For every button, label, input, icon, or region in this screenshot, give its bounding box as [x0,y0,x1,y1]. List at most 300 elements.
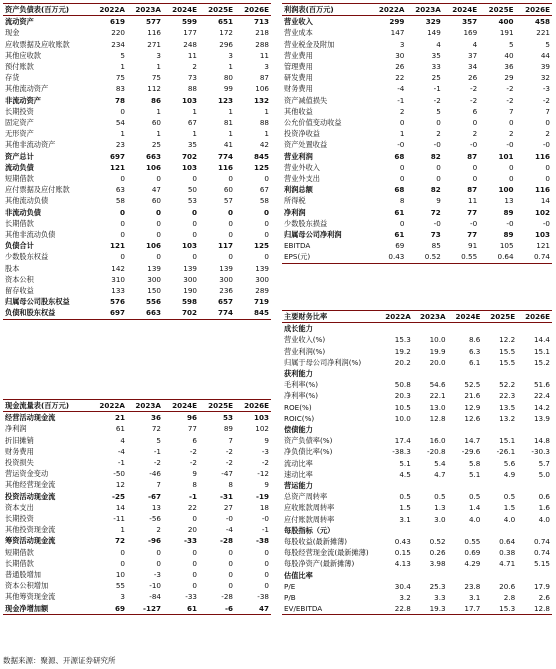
row-label: 资产负债率(%) [284,436,333,446]
cell-value: 106 [255,84,269,94]
cell-value: 8 [192,480,197,490]
cell-value: 54.6 [429,380,446,390]
cell-value [413,570,448,581]
row-label: ROIC(%) [284,413,315,423]
table-row [3,468,271,479]
cell-value: 0 [192,547,197,557]
table-row [3,307,271,319]
cell-value: -2 [261,458,269,468]
cell-value: 149 [427,28,441,38]
cell-value [413,480,448,491]
cell-value: -0 [542,218,550,228]
cell-value: 5 [156,435,161,445]
cell-value: 310 [111,274,125,284]
cell-value: 236 [219,286,233,296]
cell-value: 0.74 [533,252,550,262]
cell-value: 19.9 [429,346,446,356]
cell-value: 5.4 [434,458,446,468]
cell-value: 17.4 [394,436,411,446]
cell-value: 3.98 [429,559,446,569]
row-label: 资本公积增加 [5,581,49,591]
table-row [282,323,552,335]
table-row [282,402,552,413]
cell-value: 35 [431,50,441,60]
cell-value: 0 [264,218,269,228]
cell-value: 125 [253,241,269,251]
table-row [3,285,271,296]
cell-value: 458 [534,17,550,27]
cell-value: 22.1 [429,391,446,401]
cell-value: 37 [468,50,478,60]
cell-value: 139 [219,263,233,273]
cell-value: 8 [228,480,233,490]
cell-value: 0 [436,118,441,128]
cell-value: 1 [156,106,161,116]
row-label: 归属母公司股东权益 [5,297,70,307]
cell-value: 102 [534,207,550,217]
cell-value: 72 [430,207,441,217]
table-row [3,95,271,106]
cell-value: 19.3 [429,604,446,614]
cell-value: 39 [540,62,550,72]
cash-flow-panel [3,399,271,615]
row-label: 速动比率 [284,469,313,479]
cell-value: 697 [109,151,125,161]
cell-value: 60 [151,118,161,128]
row-label: ROE(%) [284,402,312,412]
cell-value: 88 [259,118,269,128]
cell-value: 47 [258,603,269,613]
column-header: 2023A [135,5,161,14]
table-row [3,184,271,195]
column-header: 2024E [452,5,478,14]
table-row [282,480,552,491]
cell-value: 4.71 [499,559,516,569]
cell-value: -6 [225,603,233,613]
cell-value [517,480,552,491]
cell-value: 0 [156,230,161,240]
cell-value: 34 [468,62,478,72]
table-row [3,139,271,150]
cell-value [517,570,552,581]
cell-value: 132 [253,95,269,105]
cell-value: 7 [508,106,514,116]
cell-value: 2 [436,129,441,139]
cell-value: 12 [115,480,125,490]
cell-value: 54 [115,118,125,128]
table-row [3,72,271,83]
cell-value: 22 [395,73,405,83]
cell-value: 1.4 [468,503,481,513]
table-row [3,151,271,162]
cell-value: 4.5 [399,469,411,479]
row-label: 资产处置收益 [284,140,328,150]
cell-value: 0.5 [503,492,516,502]
cell-value: 4.0 [503,514,516,524]
cell-value: 15.1 [499,436,516,446]
cell-value: 75 [115,73,125,83]
cell-value: 0 [191,207,197,217]
cell-value: 3 [228,50,233,60]
cell-value: 68 [394,185,405,195]
row-label: P/E [284,581,296,591]
row-label: 营业税金及附加 [284,39,335,49]
table-row [282,570,552,581]
table-row [282,251,552,263]
cell-value: 0 [264,570,269,580]
cell-value: 29 [504,73,514,83]
table-row [282,218,552,229]
cell-value: 15.5 [499,357,516,367]
cell-value: 112 [147,84,161,94]
row-label: 其他应收款 [5,50,41,60]
cell-value: 0 [228,547,233,557]
table-row [282,229,552,240]
cell-value: 142 [111,263,125,273]
row-label: 营业利润(%) [284,346,326,356]
table-row [282,83,552,94]
cell-value: 0 [228,570,233,580]
cell-value: 14.8 [533,436,550,446]
cell-value: 36 [504,62,514,72]
table-row [282,491,552,502]
cell-value: 52.2 [499,380,516,390]
cell-value: 2 [156,525,161,535]
column-header: 2025E [488,5,514,14]
cell-value: 14.4 [533,335,550,345]
cell-value: 1 [228,106,233,116]
cell-value: 0 [156,558,161,568]
cell-value: 2 [508,129,514,139]
table-row [3,524,271,535]
cell-value: 4.9 [503,469,516,479]
cell-value: 139 [255,263,269,273]
table-row [282,139,552,150]
cell-value: 329 [425,17,441,27]
cell-value: 2 [472,129,478,139]
cell-value: 4 [472,39,478,49]
cell-value: 12.8 [429,413,446,423]
cell-value: 663 [145,151,161,161]
cell-value: -28 [220,536,233,546]
column-header: 2022A [385,312,411,321]
cell-value [378,525,413,536]
cell-value [482,480,517,491]
cell-value: 121 [109,162,125,172]
cell-value: 0 [264,174,269,184]
column-header: 2025E [208,5,233,14]
cell-value: 4.0 [538,514,550,524]
cell-value: 0.55 [461,252,478,262]
table-row [3,207,271,218]
cell-value: 177 [183,28,197,38]
cell-value: -0 [261,514,269,524]
table-row [282,592,552,603]
cell-value: 5 [436,106,441,116]
cell-value: 0 [228,218,233,228]
cell-value: 0 [228,230,233,240]
cell-value: 400 [498,17,514,27]
cell-value: -38.3 [392,447,411,457]
table-header-row [282,4,552,16]
cell-value: 61 [186,603,197,613]
cell-value: -29.6 [461,447,481,457]
cell-value: 10.5 [394,402,411,412]
cell-value: 2.6 [538,593,550,603]
cell-value: 0.5 [434,492,446,502]
cell-value: 23.8 [464,581,481,591]
cell-value: 121 [536,241,550,251]
cell-value: 0 [472,174,478,184]
column-header: 2023A [420,312,446,321]
cell-value: 50 [187,185,197,195]
table-row [282,603,552,615]
cell-value [448,570,483,581]
cell-value: 14 [540,196,550,206]
table-row [3,296,271,307]
cell-value: 0 [508,162,514,172]
cell-value: 0.5 [468,492,481,502]
cell-value: -1 [153,446,161,456]
row-label: 估值比率 [284,570,313,580]
cell-value: 106 [145,241,161,251]
cell-value: 2 [192,62,197,72]
table-header-row [3,400,271,412]
cell-value: 2 [399,106,405,116]
row-label: 每股净资产(最新摊薄) [284,559,355,569]
cell-value: 53 [222,413,233,423]
cell-value: 147 [390,28,405,38]
cell-value: -4 [117,446,125,456]
cell-value: 68 [394,151,405,161]
cell-value: 845 [253,151,269,161]
cell-value: -11 [113,514,125,524]
row-label: 应收票据及应收账款 [5,39,70,49]
cell-value: -2 [542,95,550,105]
cell-value: 105 [499,241,514,251]
cell-value: 191 [499,28,514,38]
cell-value [378,368,413,379]
cell-value: 7 [228,435,233,445]
table-row [282,581,552,592]
row-label: 管理费用 [284,62,313,72]
cell-value: 77 [467,230,478,240]
table-row [3,263,271,274]
cell-value: 100 [498,185,514,195]
cell-value: 12.6 [464,413,481,423]
cell-value: 300 [147,274,161,284]
cell-value: 116 [534,185,550,195]
cell-value: -47 [221,469,233,479]
cell-value: 133 [111,286,125,296]
row-label: 无形资产 [5,129,34,139]
cell-value: 13 [504,196,514,206]
cell-value: 58 [115,196,125,206]
cell-value: 73 [430,230,441,240]
table-row [282,27,552,38]
cell-value [378,424,413,435]
table-row [282,446,552,457]
cell-value: 0 [264,230,269,240]
row-label: 留存收益 [5,286,34,296]
table-row [282,525,552,536]
cell-value: 22.3 [499,391,516,401]
column-header: 2024E [455,312,481,321]
cell-value: -46 [149,469,161,479]
table-row [282,240,552,251]
column-header: 2023A [135,401,161,410]
cell-value: 10.0 [429,335,446,345]
cell-value: 9 [264,435,269,445]
cell-value: -30.3 [531,447,550,457]
table-row [282,514,552,525]
cell-value: 774 [217,308,233,318]
cell-value: 0 [192,252,197,262]
table-row [282,61,552,72]
row-label: 财务费用 [5,446,34,456]
cell-value: 13.9 [533,413,550,423]
cell-value: 44 [540,50,550,60]
table-row [282,207,552,218]
cell-value: -2 [470,95,478,105]
cell-value: 0 [228,174,233,184]
cell-value: 0.52 [424,252,441,262]
cell-value: -50 [113,469,125,479]
cell-value: 1.5 [399,503,411,513]
row-label: 资产减值损失 [284,95,328,105]
cell-value: 0.15 [394,548,411,558]
cell-value: 1.5 [503,503,516,513]
table-row [282,390,552,401]
cell-value: 0 [472,162,478,172]
table-row [282,334,552,345]
cell-value: 7 [545,106,550,116]
cell-value: 0 [120,252,125,262]
cell-value: -38 [257,592,269,602]
cell-value: 657 [217,297,233,307]
cell-value: -2 [225,446,233,456]
cell-value: 0 [119,207,125,217]
row-label: 其他收益 [284,106,313,116]
cell-value: 117 [217,241,233,251]
cell-value: 0 [399,162,405,172]
cell-value: 1 [264,106,269,116]
cell-value: 21 [114,413,125,423]
row-label: 投资损失 [5,458,34,468]
ratios-table [282,310,552,615]
cell-value: 23 [115,140,125,150]
cell-value: 0.64 [499,537,516,547]
row-label: 资本支出 [5,502,34,512]
cell-value: 91 [468,241,478,251]
row-label: 获利能力 [284,369,313,379]
cell-value: 0 [399,174,405,184]
row-label: 普通股增加 [5,570,41,580]
cell-value: 20.6 [499,581,516,591]
table-row [3,173,271,184]
table-row [3,580,271,591]
cell-value: 18 [259,502,269,512]
cell-value: 27 [223,502,233,512]
table-row [282,50,552,61]
cell-value: 11 [187,50,197,60]
cell-value: 25 [431,73,441,83]
cell-value: 0 [264,558,269,568]
cell-value: 3.2 [399,593,411,603]
cell-value: 0 [156,252,161,262]
cell-value [448,323,483,335]
cell-value: 0 [192,218,197,228]
cell-value: -2 [506,95,514,105]
row-label: 营业收入 [284,17,313,27]
table-row [282,502,552,513]
cell-value: 103 [181,162,197,172]
row-label: 其他筹资现金流 [5,592,56,602]
column-header: 2024E [172,401,197,410]
cell-value: 15.3 [394,335,411,345]
cell-value: 9 [436,196,441,206]
row-label: 资产总计 [5,151,34,161]
cell-value: 289 [255,286,269,296]
cell-value: 234 [111,39,125,49]
cell-value: 60 [151,196,161,206]
cell-value: 89 [503,207,514,217]
row-label: 其他流动负债 [5,196,49,206]
column-header: 2023A [415,5,441,14]
cell-value: 73 [187,73,197,83]
table-row [3,251,271,262]
cell-value: -0 [506,140,514,150]
table-row [3,479,271,490]
table-row [3,117,271,128]
cell-value: 83 [115,84,125,94]
cell-value [448,525,483,536]
cell-value: -1 [117,458,125,468]
table-row [3,274,271,285]
cell-value: 6.1 [468,357,481,367]
cell-value: 1 [120,525,125,535]
cell-value: 58 [259,196,269,206]
cell-value: 1 [399,129,405,139]
cell-value: -84 [149,592,161,602]
row-label: 长期借款 [5,558,34,568]
cell-value: 0 [545,118,550,128]
cell-value: 123 [217,95,233,105]
cell-value: 4.29 [464,559,481,569]
table-row [282,173,552,184]
cell-value: 5.6 [503,458,516,468]
cell-value: 42 [259,140,269,150]
cell-value: 0 [436,174,441,184]
cell-value: -0 [397,140,405,150]
cell-value: 87 [259,73,269,83]
cell-value: 3 [156,50,161,60]
column-header: 2022A [99,401,125,410]
row-label: 利润总额 [284,185,313,195]
table-row [3,558,271,569]
row-label: 净利率(%) [284,391,319,401]
cell-value: 20.0 [429,357,446,367]
cell-value: 0 [120,218,125,228]
table-row [282,547,552,558]
cell-value: 663 [145,308,161,318]
cell-value: 61 [394,207,405,217]
cell-value: -3 [542,84,550,94]
table-row [3,50,271,61]
cell-value: 0 [120,230,125,240]
cell-value: 116 [534,151,550,161]
cell-value: 0 [264,252,269,262]
